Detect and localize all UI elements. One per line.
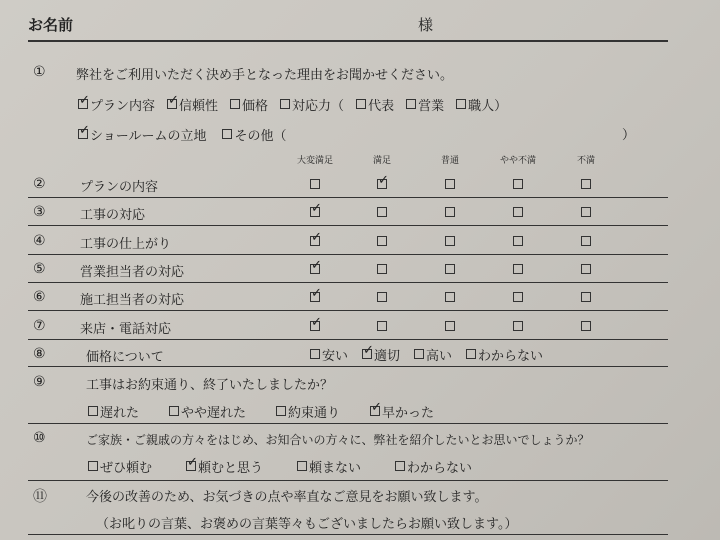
checked-checkbox-icon[interactable] — [310, 321, 320, 331]
checked-checkbox-icon[interactable] — [78, 99, 88, 109]
checkbox-icon[interactable] — [276, 406, 286, 416]
checkbox-icon[interactable] — [445, 236, 455, 246]
divider — [28, 197, 668, 198]
checked-checkbox-icon[interactable] — [310, 292, 320, 302]
rating-row-number: ⑦ — [33, 317, 46, 334]
option-label: 頼まない — [309, 460, 362, 476]
option-label: 遅れた — [100, 405, 140, 421]
option-1[interactable] — [169, 402, 246, 421]
q1-number: ① — [33, 64, 46, 80]
checkbox-icon[interactable] — [88, 406, 98, 416]
q1-options-row2 — [78, 124, 303, 144]
rating-row-number: ⑤ — [33, 260, 46, 277]
checkbox-icon[interactable] — [377, 292, 387, 302]
option-1[interactable] — [167, 95, 218, 114]
checkbox-icon[interactable] — [377, 321, 387, 331]
rating-column-header: 大変満足 — [296, 156, 334, 166]
q9-number: ⑨ — [33, 374, 46, 390]
checkbox-icon[interactable] — [513, 207, 523, 217]
option-label: 職人） — [468, 98, 508, 114]
checkbox-icon[interactable] — [581, 179, 591, 189]
option-label: ショールームの立地 — [90, 128, 207, 144]
checkbox-icon[interactable] — [466, 349, 476, 359]
q9-text: 工事はお約束通り、終了いたしましたか？ — [86, 378, 334, 393]
checkbox-icon[interactable] — [445, 264, 455, 274]
checked-checkbox-icon[interactable] — [310, 236, 320, 246]
option-2[interactable] — [414, 345, 452, 364]
option-label: 価格 — [242, 98, 269, 114]
option-4[interactable] — [356, 95, 394, 114]
checkbox-icon[interactable] — [581, 264, 591, 274]
option-label: プラン内容 — [90, 98, 156, 114]
option-2[interactable] — [297, 457, 361, 476]
rating-row-number: ③ — [33, 204, 46, 221]
checkbox-icon[interactable] — [581, 236, 591, 246]
checked-checkbox-icon[interactable] — [362, 349, 372, 359]
divider — [28, 225, 668, 226]
checkbox-icon[interactable] — [445, 207, 455, 217]
q8-text: 価格について — [86, 350, 164, 365]
checked-checkbox-icon[interactable] — [186, 461, 196, 471]
option-0[interactable] — [78, 125, 206, 144]
checkbox-icon[interactable] — [356, 99, 366, 109]
q10-text: ご家族・ご親戚の方々をはじめ、お知合いの方々に、弊社を紹介したいとお思いでしょうか？ — [86, 433, 590, 447]
rating-row-number: ④ — [33, 232, 46, 249]
option-5[interactable] — [406, 95, 444, 114]
option-label: 代表 — [368, 98, 395, 114]
checkbox-icon[interactable] — [230, 99, 240, 109]
option-label: やや遅れた — [181, 405, 247, 421]
option-1[interactable] — [362, 345, 400, 364]
rating-row-number: ② — [33, 176, 46, 192]
checkbox-icon[interactable] — [406, 99, 416, 109]
checkbox-icon[interactable] — [377, 264, 387, 274]
q8-number: ⑧ — [33, 346, 46, 362]
checkbox-icon[interactable] — [445, 292, 455, 302]
option-2[interactable] — [230, 95, 268, 114]
option-label: 早かった — [382, 405, 435, 421]
checkbox-icon[interactable] — [414, 349, 424, 359]
rating-column-header: 満足 — [372, 156, 392, 166]
option-label: わからない — [407, 460, 473, 476]
checkbox-icon[interactable] — [310, 179, 320, 189]
option-6[interactable] — [456, 95, 507, 114]
rating-row-label: プランの内容 — [80, 180, 159, 195]
checkbox-icon[interactable] — [297, 461, 307, 471]
rating-row-number: ⑥ — [33, 289, 46, 306]
checkbox-icon[interactable] — [445, 179, 455, 189]
checkbox-icon[interactable] — [280, 99, 290, 109]
checkbox-icon[interactable] — [513, 236, 523, 246]
checkbox-icon[interactable] — [310, 349, 320, 359]
option-3[interactable] — [395, 457, 472, 476]
checkbox-icon[interactable] — [377, 207, 387, 217]
rating-column-header: 普通 — [440, 156, 460, 166]
option-3[interactable] — [370, 402, 434, 421]
checked-checkbox-icon[interactable] — [370, 406, 380, 416]
checked-checkbox-icon[interactable] — [78, 129, 88, 139]
option-label: ぜひ頼む — [100, 460, 153, 476]
checkbox-icon[interactable] — [513, 321, 523, 331]
checkbox-icon[interactable] — [445, 321, 455, 331]
rating-column-header: やや不満 — [499, 156, 537, 166]
checkbox-icon[interactable] — [581, 292, 591, 302]
divider — [28, 339, 668, 340]
checkbox-icon[interactable] — [513, 179, 523, 189]
option-0[interactable] — [78, 95, 155, 114]
checked-checkbox-icon[interactable] — [167, 99, 177, 109]
q1-options-row1 — [78, 94, 519, 114]
checkbox-icon[interactable] — [581, 321, 591, 331]
rating-row-label: 営業担当者の対応 — [80, 264, 185, 280]
checkbox-icon[interactable] — [456, 99, 466, 109]
checkbox-icon[interactable] — [581, 207, 591, 217]
checked-checkbox-icon[interactable] — [310, 207, 320, 217]
rating-row-label: 来店・電話対応 — [80, 321, 172, 337]
q11-subtext: （お叱りの言葉、お褒めの言葉等々もございましたらお願い致します。） — [96, 517, 518, 532]
option-label: わからない — [478, 348, 544, 364]
checkbox-icon[interactable] — [395, 461, 405, 471]
checkbox-icon[interactable] — [169, 406, 179, 416]
option-label: 約束通り — [288, 405, 341, 421]
option-label: 対応力（ — [292, 98, 345, 114]
name-line[interactable] — [28, 40, 668, 42]
rating-row-label: 施工担当者の対応 — [80, 293, 185, 309]
option-2[interactable] — [276, 402, 340, 421]
honorific: 様 — [418, 16, 434, 34]
divider — [28, 310, 668, 311]
checkbox-icon[interactable] — [377, 236, 387, 246]
option-0[interactable] — [88, 457, 152, 476]
option-label: 適切 — [374, 348, 401, 364]
q11-number: ⑪ — [33, 489, 47, 505]
rating-column-header: 不満 — [576, 156, 596, 166]
q8-options — [310, 344, 557, 364]
option-1[interactable] — [222, 125, 286, 144]
option-label: 安い — [322, 348, 349, 364]
option-label: 頼むと思う — [198, 460, 264, 476]
option-label: その他（ — [234, 128, 287, 144]
q10-options — [88, 456, 506, 476]
option-label: 高い — [426, 348, 453, 364]
checked-checkbox-icon[interactable] — [310, 264, 320, 274]
q1-text: 弊社をご利用いただく決め手となった理由をお聞かせください。 — [76, 68, 454, 83]
checkbox-icon[interactable] — [513, 292, 523, 302]
checkbox-icon[interactable] — [88, 461, 98, 471]
option-label: 営業 — [418, 98, 445, 114]
option-0[interactable] — [88, 402, 139, 421]
option-3[interactable] — [466, 345, 543, 364]
comment-line[interactable] — [28, 534, 668, 535]
divider — [28, 282, 668, 283]
option-1[interactable] — [186, 457, 263, 476]
option-label: 信頼性 — [179, 98, 219, 114]
q9-options — [88, 401, 464, 421]
divider — [28, 366, 668, 367]
q1-close-paren: ） — [622, 128, 636, 143]
rating-row-label: 工事の仕上がり — [80, 236, 172, 252]
rating-row-label: 工事の対応 — [80, 208, 146, 224]
divider — [28, 423, 668, 424]
checked-checkbox-icon[interactable] — [377, 179, 387, 189]
divider — [28, 254, 668, 255]
name-label: お名前 — [28, 16, 74, 34]
q11-text: 今後の改善のため、お気づきの点や率直なご意見をお願い致します。 — [86, 490, 488, 505]
divider — [28, 480, 668, 481]
option-0[interactable] — [310, 345, 348, 364]
q10-number: ⑩ — [33, 430, 46, 446]
checkbox-icon[interactable] — [513, 264, 523, 274]
option-3[interactable] — [280, 95, 344, 114]
checkbox-icon[interactable] — [222, 129, 232, 139]
